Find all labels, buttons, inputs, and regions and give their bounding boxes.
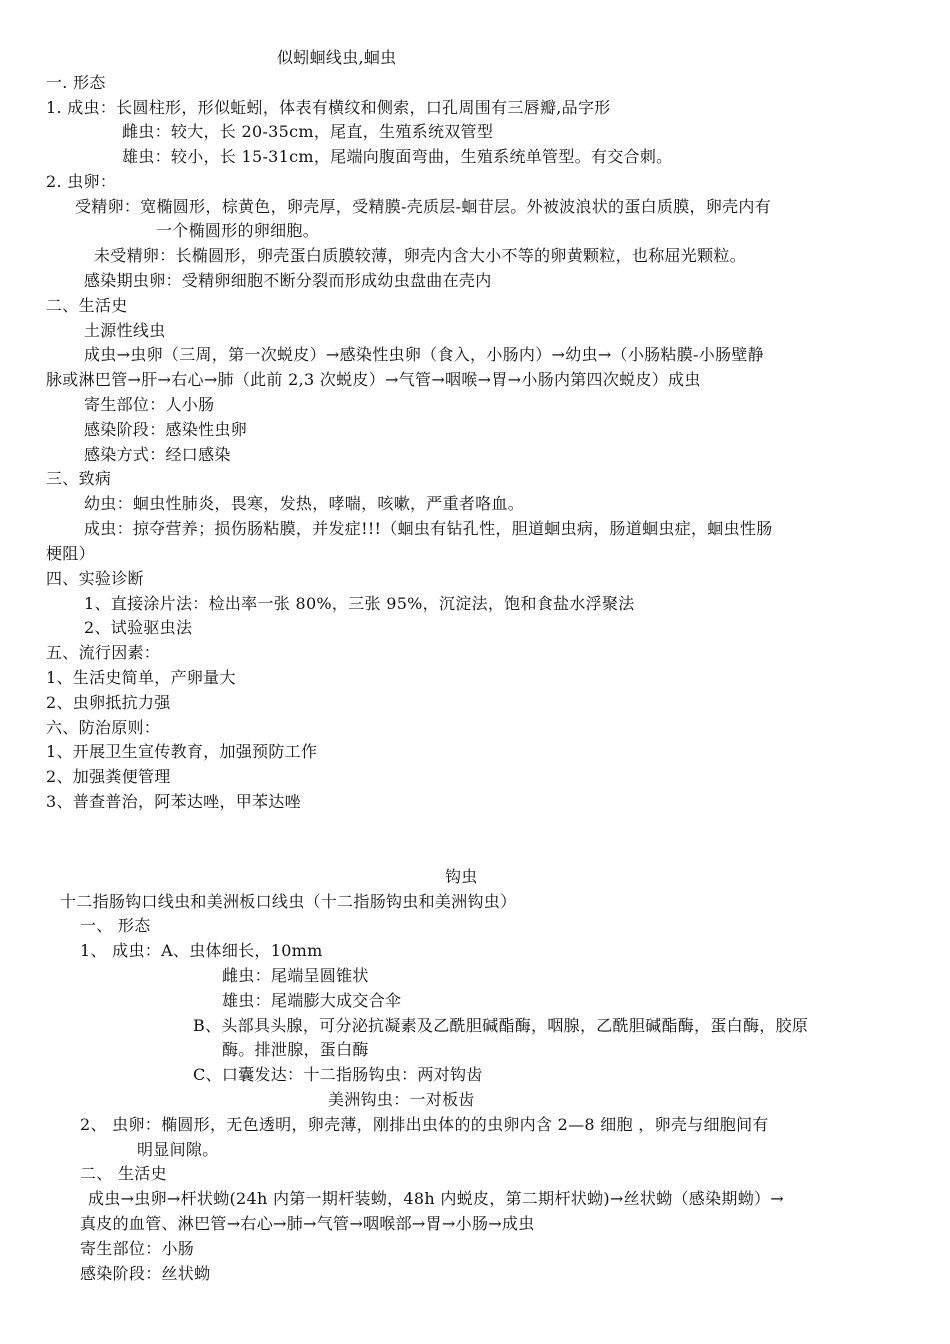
text-line: B、头部具头腺，可分泌抗凝素及乙酰胆碱酯酶，咽腺，乙酰胆碱酯酶，蛋白酶，胶原 xyxy=(193,1016,809,1035)
text-line: 3、普查普治，阿苯达唑，甲苯达唑 xyxy=(46,792,301,811)
text-line: 2、加强粪便管理 xyxy=(46,767,171,786)
section-heading: 五、流行因素： xyxy=(46,643,161,662)
text-line: 寄生部位：人小肠 xyxy=(84,395,215,414)
subtitle: 十二指肠钩口线虫和美洲板口线虫（十二指肠钩虫和美洲钩虫） xyxy=(60,892,517,911)
text-line: 1、 成虫：A、虫体细长，10mm xyxy=(80,941,323,960)
text-line: C、口囊发达：十二指肠钩虫：两对钩齿 xyxy=(193,1065,483,1084)
text-line: 幼虫：蛔虫性肺炎，畏寒，发热，哮喘，咳嗽，严重者咯血。 xyxy=(84,494,525,513)
section-heading: 二、生活史 xyxy=(46,296,128,315)
text-line: 未受精卵：长椭圆形，卵壳蛋白质膜较薄，卵壳内含大小不等的卵黄颗粒，也称屈光颗粒。 xyxy=(94,246,747,265)
text-line: 酶。排泄腺，蛋白酶 xyxy=(222,1040,369,1059)
section-heading: 三、致病 xyxy=(46,469,112,488)
title-hookworm: 钩虫 xyxy=(445,867,478,886)
section-heading: 六、防治原则： xyxy=(46,718,161,737)
text-line: 2. 虫卵： xyxy=(46,172,117,191)
text-line: 感染方式：经口感染 xyxy=(84,445,231,464)
text-line: 梗阻） xyxy=(46,544,95,563)
text-line: 脉或淋巴管→肝→右心→肺（此前 2,3 次蜕皮）→气管→咽喉→胃→小肠内第四次蜕皮）成虫 xyxy=(46,370,701,389)
text-line: 雄虫：尾端膨大成交合伞 xyxy=(222,991,402,1010)
text-line: 1、直接涂片法：检出率一张 80%，三张 95%，沉淀法，饱和食盐水浮聚法 xyxy=(84,594,635,613)
text-line: 2、虫卵抵抗力强 xyxy=(46,693,171,712)
text-line: 1、开展卫生宣传教育，加强预防工作 xyxy=(46,742,318,761)
text-line: 真皮的血管、淋巴管→右心→肺→气管→咽喉部→胃→小肠→成虫 xyxy=(80,1214,535,1233)
section-heading: 一. 形态 xyxy=(46,73,106,92)
text-line: 感染阶段：丝状蚴 xyxy=(80,1264,211,1283)
text-line: 土源性线虫 xyxy=(84,321,166,340)
text-line: 1. 成虫：长圆柱形，形似蚯蚓，体表有横纹和侧索，口孔周围有三唇瓣,品字形 xyxy=(46,98,611,117)
text-line: 美洲钩虫：一对板齿 xyxy=(328,1090,475,1109)
text-line: 2、试验驱虫法 xyxy=(84,618,193,637)
text-line: 一个椭圆形的卵细胞。 xyxy=(156,221,320,240)
text-line: 明显间隙。 xyxy=(137,1140,219,1159)
text-line: 雄虫：较小，长 15-31cm，尾端向腹面弯曲，生殖系统单管型。有交合刺。 xyxy=(122,147,673,166)
text-line: 雌虫：尾端呈圆锥状 xyxy=(222,966,369,985)
text-line: 成虫→虫卵（三周，第一次蜕皮）→感染性虫卵（食入，小肠内）→幼虫→（小肠粘膜-小肠壁静 xyxy=(84,345,764,364)
title-ascaris: 似蚓蛔线虫,蛔虫 xyxy=(277,48,397,67)
text-line: 感染阶段：感染性虫卵 xyxy=(84,420,248,439)
text-line: 成虫：掠夺营养；损伤肠粘膜，并发症!!!（蛔虫有钻孔性，胆道蛔虫病，肠道蛔虫症，蛔虫性肠 xyxy=(84,519,773,538)
section-heading: 四、实验诊断 xyxy=(46,569,144,588)
text-line: 寄生部位：小肠 xyxy=(80,1239,195,1258)
text-line: 雌虫：较大，长 20-35cm，尾直，生殖系统双管型 xyxy=(122,122,494,141)
text-line: 感染期虫卵：受精卵细胞不断分裂而形成幼虫盘曲在壳内 xyxy=(84,271,492,290)
section-heading: 二、 生活史 xyxy=(80,1164,167,1183)
section-heading: 一、 形态 xyxy=(80,916,151,935)
text-line: 成虫→虫卵→杆状蚴(24h 内第一期杆装蚴，48h 内蜕皮，第二期杆状蚴)→丝状蚴（感染期蚴）→ xyxy=(88,1189,785,1208)
text-line: 受精卵：宽椭圆形，棕黄色，卵壳厚，受精膜-壳质层-蛔苷层。外被波浪状的蛋白质膜，卵壳内有 xyxy=(75,197,772,216)
text-line: 1、生活史简单，产卵量大 xyxy=(46,668,236,687)
text-line: 2、 虫卵：椭圆形，无色透明，卵壳薄，刚排出虫体的的虫卵内含 2—8 细胞 ，卵壳与细胞间有 xyxy=(80,1115,769,1134)
